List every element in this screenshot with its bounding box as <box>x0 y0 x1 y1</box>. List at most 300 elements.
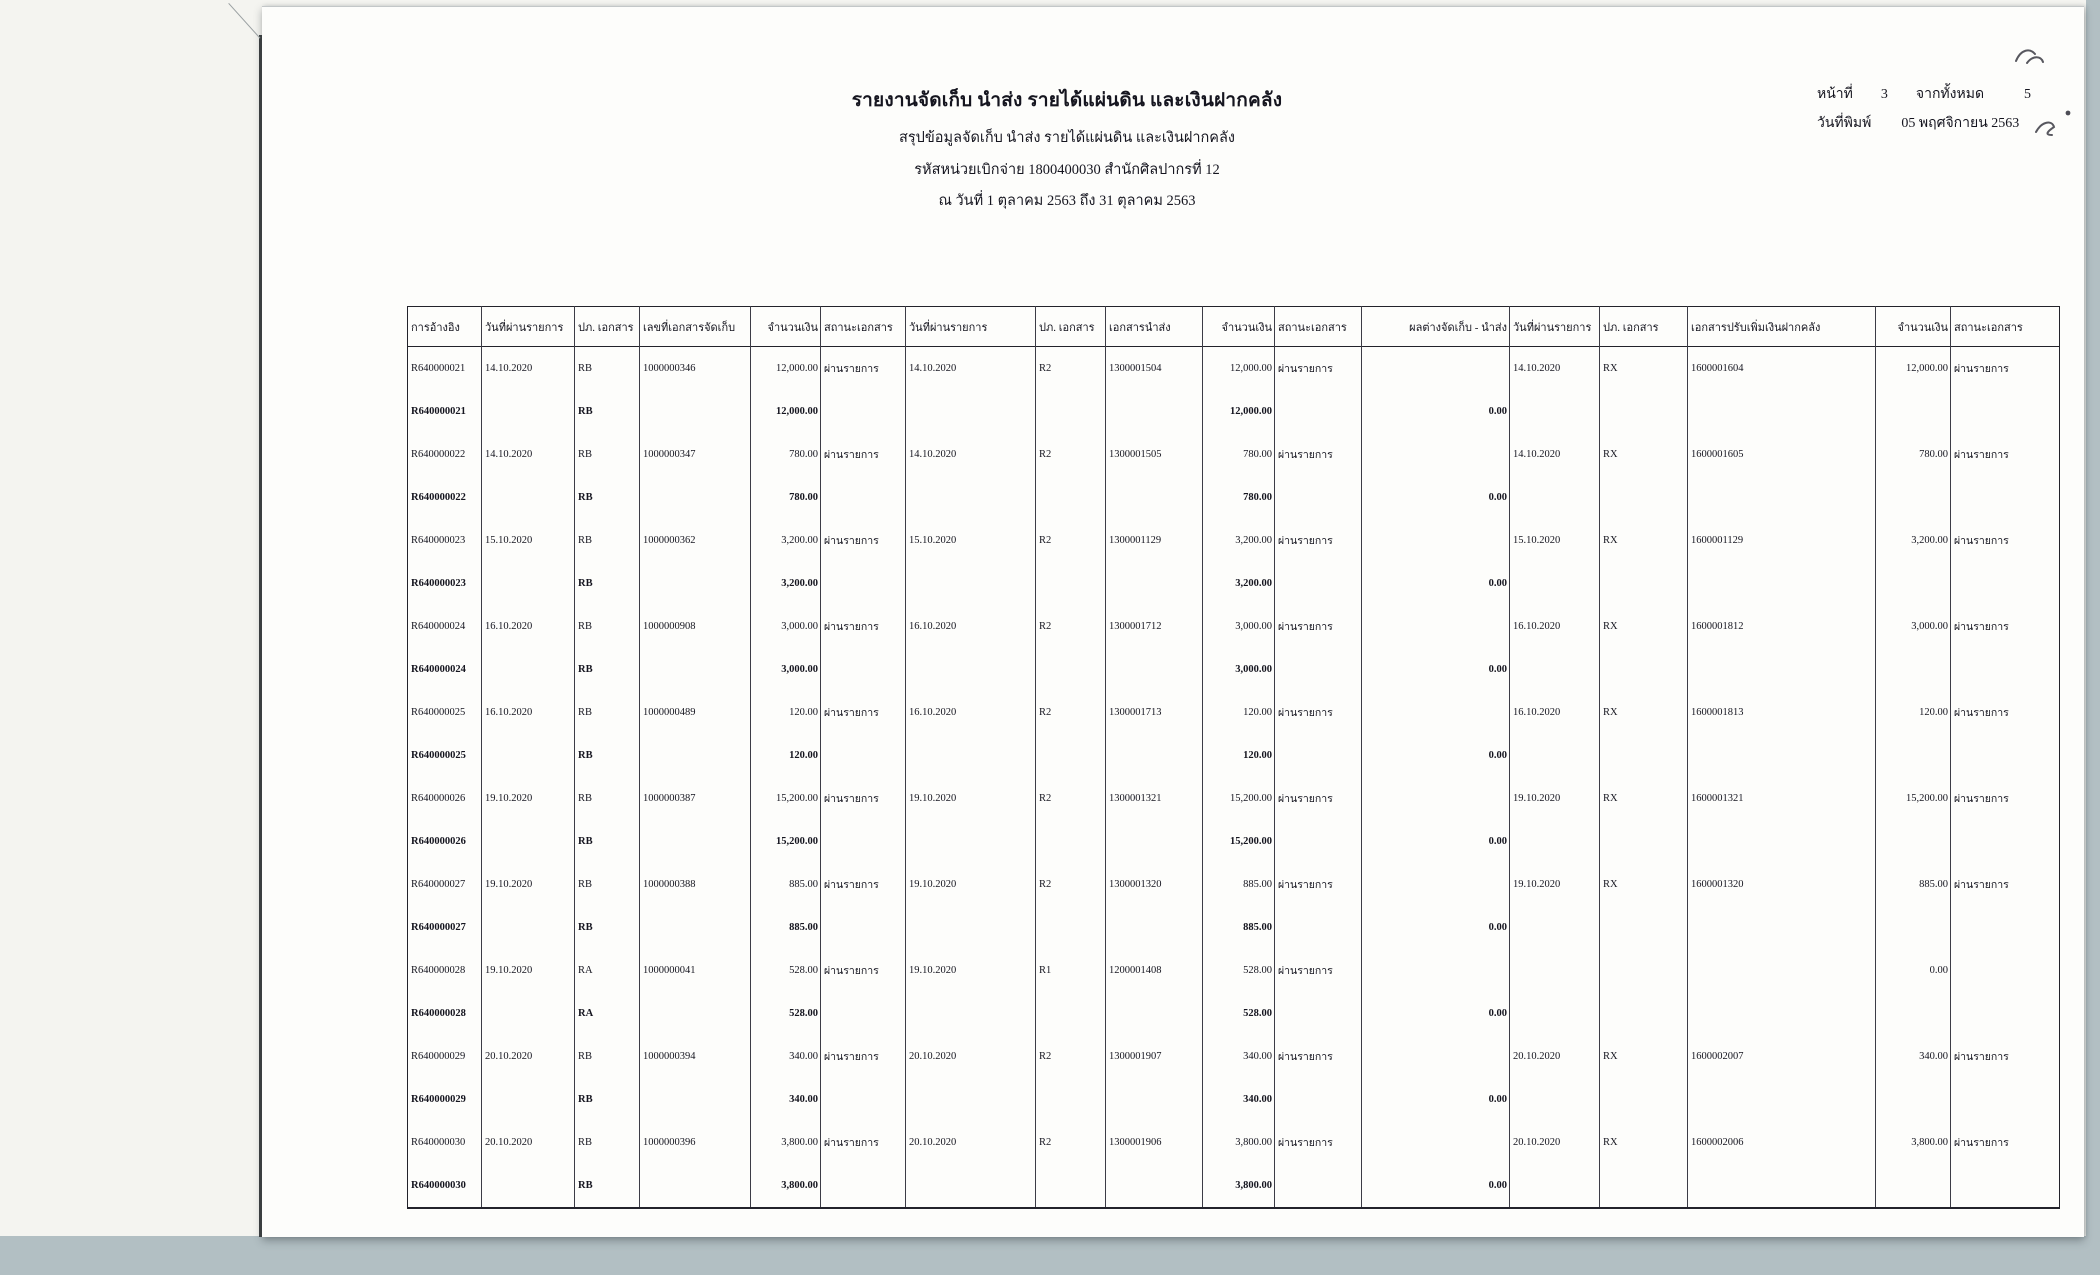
page-total-label: จากทั้งหมด <box>1915 87 1985 102</box>
table-cell: R640000024 <box>411 621 466 632</box>
table-cell <box>1951 906 2060 949</box>
table-cell: 885.00 <box>1876 863 1951 906</box>
table-cell: 885.00 <box>1203 906 1275 949</box>
table-cell <box>821 562 906 605</box>
summary-row <box>408 476 2060 519</box>
table-cell: ผ่านรายการ <box>1275 1035 1362 1078</box>
table-cell <box>821 906 906 949</box>
table-cell: RB <box>575 519 640 562</box>
table-cell: 14.10.2020 <box>906 433 1036 476</box>
table-cell: RB <box>575 820 640 863</box>
table-cell <box>1036 992 1106 1035</box>
table-cell: R2 <box>1036 691 1106 734</box>
table-cell: R2 <box>1036 519 1106 562</box>
table-cell: 340.00 <box>751 1078 821 1121</box>
table-cell: 20.10.2020 <box>482 1121 575 1164</box>
table-cell: R2 <box>1036 605 1106 648</box>
table-cell <box>1106 992 1203 1035</box>
table-cell: RA <box>575 949 640 992</box>
column-header-amount-1: จำนวนเงิน <box>751 307 821 347</box>
table-cell: 16.10.2020 <box>1510 691 1600 734</box>
table-cell: R640000027 <box>411 879 466 890</box>
table-cell <box>821 648 906 691</box>
table-cell: ผ่านรายการ <box>821 949 906 992</box>
report-table <box>407 306 2060 1209</box>
table-cell <box>482 648 575 691</box>
table-cell: ผ่านรายการ <box>1275 605 1362 648</box>
table-cell <box>1510 992 1600 1035</box>
table-cell: 1600001605 <box>1688 433 1876 476</box>
table-cell: 1300001907 <box>1106 1035 1203 1078</box>
table-cell: 16.10.2020 <box>482 605 575 648</box>
table-cell: 3,000.00 <box>1203 648 1275 691</box>
table-cell: RB <box>575 1164 640 1208</box>
table-cell: 1200001408 <box>1106 949 1203 992</box>
table-cell <box>1362 605 1510 648</box>
table-cell: 20.10.2020 <box>482 1035 575 1078</box>
table-cell: 0.00 <box>1362 820 1510 863</box>
table-cell: R640000022 <box>411 449 466 460</box>
table-cell <box>482 820 575 863</box>
table-cell: 3,000.00 <box>751 648 821 691</box>
table-cell: 3,200.00 <box>1203 562 1275 605</box>
table-cell: 0.00 <box>1362 562 1510 605</box>
summary-row <box>408 820 2060 863</box>
table-cell: 1300001505 <box>1106 433 1203 476</box>
table-cell <box>482 906 575 949</box>
table-cell <box>1600 1164 1688 1208</box>
table-cell: 0.00 <box>1362 476 1510 519</box>
table-cell: 528.00 <box>1203 949 1275 992</box>
table-cell <box>640 1078 751 1121</box>
table-cell: RX <box>1600 863 1688 906</box>
table-cell <box>482 992 575 1035</box>
table-cell: R2 <box>1036 433 1106 476</box>
table-cell <box>1275 476 1362 519</box>
table-cell <box>1951 648 2060 691</box>
table-cell: ผ่านรายการ <box>1275 777 1362 820</box>
column-header-posting-date-3: วันที่ผ่านรายการ <box>1510 307 1600 347</box>
table-cell <box>1036 734 1106 777</box>
table-cell: R640000024 <box>411 664 466 675</box>
table-cell: RB <box>575 476 640 519</box>
table-cell <box>1362 519 1510 562</box>
table-cell <box>1362 777 1510 820</box>
print-date-label: วันที่พิมพ์ <box>1817 116 1872 131</box>
table-cell <box>640 734 751 777</box>
table-cell: 12,000.00 <box>1203 390 1275 433</box>
column-header-doc-status-3: สถานะเอกสาร <box>1951 307 2060 347</box>
table-cell: R640000023 <box>411 578 466 589</box>
column-header-remittance-doc: เอกสารนำส่ง <box>1106 307 1203 347</box>
table-cell: 20.10.2020 <box>1510 1121 1600 1164</box>
table-cell: 780.00 <box>1876 433 1951 476</box>
table-cell: RB <box>575 433 640 476</box>
table-cell: ผ่านรายการ <box>1951 433 2060 476</box>
table-cell <box>1275 1164 1362 1208</box>
table-cell <box>1600 476 1688 519</box>
table-cell <box>1688 562 1876 605</box>
table-cell <box>1688 992 1876 1035</box>
table-cell <box>821 820 906 863</box>
table-cell <box>906 906 1036 949</box>
column-header-reference: การอ้างอิง <box>411 321 460 334</box>
table-cell: RX <box>1600 1121 1688 1164</box>
table-cell <box>1688 476 1876 519</box>
table-cell: ผ่านรายการ <box>1275 519 1362 562</box>
column-header-doc-type-1: ปภ. เอกสาร <box>575 307 640 347</box>
table-cell: R640000022 <box>411 492 466 503</box>
table-cell: 12,000.00 <box>751 390 821 433</box>
table-cell <box>1688 906 1876 949</box>
table-cell: ผ่านรายการ <box>1275 1121 1362 1164</box>
table-cell: ผ่านรายการ <box>1275 347 1362 391</box>
table-cell <box>1951 562 2060 605</box>
table-cell: 0.00 <box>1362 734 1510 777</box>
table-cell <box>1600 906 1688 949</box>
table-cell <box>1688 1164 1876 1208</box>
table-cell: ผ่านรายการ <box>821 691 906 734</box>
table-cell <box>1688 1078 1876 1121</box>
table-cell: ผ่านรายการ <box>1275 863 1362 906</box>
table-cell <box>906 562 1036 605</box>
table-cell: RX <box>1600 777 1688 820</box>
table-header-row <box>408 307 2060 347</box>
table-cell: 3,800.00 <box>1203 1164 1275 1208</box>
table-cell <box>640 1164 751 1208</box>
table-cell <box>1275 1078 1362 1121</box>
table-cell: 16.10.2020 <box>1510 605 1600 648</box>
column-header-posting-date-2: วันที่ผ่านรายการ <box>906 307 1036 347</box>
table-cell: RB <box>575 691 640 734</box>
table-cell: 120.00 <box>751 691 821 734</box>
table-cell <box>906 648 1036 691</box>
table-cell <box>640 820 751 863</box>
table-cell <box>1362 949 1510 992</box>
summary-row <box>408 734 2060 777</box>
table-cell: 1600001129 <box>1688 519 1876 562</box>
table-cell: 1000000347 <box>640 433 751 476</box>
table-cell <box>1106 734 1203 777</box>
table-cell: 340.00 <box>751 1035 821 1078</box>
table-cell: RB <box>575 777 640 820</box>
table-cell <box>1688 949 1876 992</box>
table-cell: ผ่านรายการ <box>1275 433 1362 476</box>
table-cell: 3,800.00 <box>1876 1121 1951 1164</box>
table-cell: 528.00 <box>751 992 821 1035</box>
table-cell: 120.00 <box>1203 734 1275 777</box>
pen-dot-icon <box>2066 111 2071 116</box>
table-cell: RB <box>575 347 640 391</box>
table-cell <box>1106 390 1203 433</box>
table-cell: 19.10.2020 <box>906 863 1036 906</box>
table-cell: 1000000387 <box>640 777 751 820</box>
table-cell: 0.00 <box>1362 906 1510 949</box>
table-cell: RB <box>575 648 640 691</box>
table-cell: ผ่านรายการ <box>821 1121 906 1164</box>
detail-row <box>408 1121 2060 1164</box>
table-cell: R2 <box>1036 777 1106 820</box>
column-header-doc-type-2: ปภ. เอกสาร <box>1036 307 1106 347</box>
table-cell: R640000021 <box>411 406 466 417</box>
table-cell: 1600001321 <box>1688 777 1876 820</box>
table-cell: 0.00 <box>1876 949 1951 992</box>
report-period-line: ณ วันที่ 1 ตุลาคม 2563 ถึง 31 ตุลาคม 2563 <box>938 193 1196 209</box>
summary-row <box>408 562 2060 605</box>
table-cell: ผ่านรายการ <box>1951 519 2060 562</box>
table-cell: 1300001129 <box>1106 519 1203 562</box>
table-cell <box>906 820 1036 863</box>
table-cell: R640000021 <box>411 363 466 374</box>
table-cell: R640000025 <box>411 750 466 761</box>
table-cell <box>1510 648 1600 691</box>
table-cell: 14.10.2020 <box>482 347 575 391</box>
detail-row <box>408 949 2060 992</box>
table-cell <box>906 734 1036 777</box>
table-cell: 0.00 <box>1362 648 1510 691</box>
table-cell: 1000000362 <box>640 519 751 562</box>
detail-row <box>408 605 2060 648</box>
table-cell <box>821 734 906 777</box>
summary-row <box>408 906 2060 949</box>
table-cell: 20.10.2020 <box>906 1121 1036 1164</box>
table-cell <box>1600 734 1688 777</box>
table-cell <box>1951 992 2060 1035</box>
table-cell: R640000026 <box>411 836 466 847</box>
table-cell: 1600002006 <box>1688 1121 1876 1164</box>
table-cell <box>1876 648 1951 691</box>
column-header-difference: ผลต่างจัดเก็บ - นำส่ง <box>1362 307 1510 347</box>
table-cell <box>1036 648 1106 691</box>
table-cell: 20.10.2020 <box>906 1035 1036 1078</box>
table-cell <box>1036 906 1106 949</box>
table-cell: 12,000.00 <box>751 347 821 391</box>
table-cell <box>1688 734 1876 777</box>
table-cell: R640000028 <box>411 965 466 976</box>
table-cell <box>1600 390 1688 433</box>
table-cell <box>640 992 751 1035</box>
table-cell <box>482 1078 575 1121</box>
table-cell: 1600001813 <box>1688 691 1876 734</box>
table-cell: RX <box>1600 1035 1688 1078</box>
table-cell: 1300001320 <box>1106 863 1203 906</box>
table-cell: R640000029 <box>411 1051 466 1062</box>
table-cell <box>640 476 751 519</box>
summary-row <box>408 1164 2060 1208</box>
table-cell: 1300001713 <box>1106 691 1203 734</box>
table-cell: 15.10.2020 <box>1510 519 1600 562</box>
report-title: รายงานจัดเก็บ นำส่ง รายได้แผ่นดิน และเงินฝากคลัง <box>851 90 1283 111</box>
table-cell: 15,200.00 <box>1876 777 1951 820</box>
table-cell: ผ่านรายการ <box>821 777 906 820</box>
table-cell: 885.00 <box>751 863 821 906</box>
table-cell: 15,200.00 <box>751 777 821 820</box>
column-header-collection-doc-no: เลขที่เอกสารจัดเก็บ <box>640 307 751 347</box>
table-cell <box>640 562 751 605</box>
table-cell: RX <box>1600 519 1688 562</box>
table-cell: 1000000908 <box>640 605 751 648</box>
table-cell: 885.00 <box>1203 863 1275 906</box>
table-cell <box>1275 390 1362 433</box>
table-cell: R640000029 <box>411 1094 466 1105</box>
table-cell: ผ่านรายการ <box>821 347 906 391</box>
table-cell: ผ่านรายการ <box>1951 605 2060 648</box>
table-cell: 3,200.00 <box>751 519 821 562</box>
table-cell: 19.10.2020 <box>1510 777 1600 820</box>
column-header-deposit-adjust-doc: เอกสารปรับเพิ่มเงินฝากคลัง <box>1688 307 1876 347</box>
table-cell: 15,200.00 <box>751 820 821 863</box>
table-cell: 20.10.2020 <box>1510 1035 1600 1078</box>
table-cell <box>1106 1078 1203 1121</box>
table-cell <box>1600 1078 1688 1121</box>
table-cell <box>1275 992 1362 1035</box>
table-cell <box>1600 820 1688 863</box>
table-cell: 1600002007 <box>1688 1035 1876 1078</box>
table-cell <box>821 1078 906 1121</box>
table-cell <box>1510 390 1600 433</box>
summary-row <box>408 648 2060 691</box>
table-cell: 1300001906 <box>1106 1121 1203 1164</box>
table-cell: 1300001712 <box>1106 605 1203 648</box>
table-cell <box>1876 476 1951 519</box>
table-cell <box>640 906 751 949</box>
table-cell: RX <box>1600 433 1688 476</box>
table-cell: 1000000346 <box>640 347 751 391</box>
table-cell: ผ่านรายการ <box>1275 949 1362 992</box>
table-cell <box>1510 949 1600 992</box>
table-cell: R1 <box>1036 949 1106 992</box>
table-cell: 340.00 <box>1203 1035 1275 1078</box>
table-cell <box>1951 1078 2060 1121</box>
table-cell <box>1362 691 1510 734</box>
table-cell: 0.00 <box>1362 390 1510 433</box>
table-cell: 19.10.2020 <box>482 777 575 820</box>
table-cell: RX <box>1600 691 1688 734</box>
table-cell <box>1951 1164 2060 1208</box>
table-cell <box>1362 863 1510 906</box>
table-cell: 16.10.2020 <box>906 605 1036 648</box>
table-cell <box>482 476 575 519</box>
table-cell: 12,000.00 <box>1876 347 1951 391</box>
table-cell: 1000000388 <box>640 863 751 906</box>
table-cell <box>1510 820 1600 863</box>
table-cell <box>1362 433 1510 476</box>
table-cell: ผ่านรายการ <box>1951 1121 2060 1164</box>
table-cell: RX <box>1600 347 1688 391</box>
table-cell: 1000000394 <box>640 1035 751 1078</box>
table-cell: 1300001321 <box>1106 777 1203 820</box>
table-cell: RB <box>575 734 640 777</box>
table-cell: 14.10.2020 <box>482 433 575 476</box>
table-cell: 15,200.00 <box>1203 820 1275 863</box>
table-cell <box>1600 949 1688 992</box>
table-cell <box>1362 1035 1510 1078</box>
table-cell: RB <box>575 390 640 433</box>
table-cell <box>1951 949 2060 992</box>
table-cell: 3,800.00 <box>751 1121 821 1164</box>
table-cell: 1600001320 <box>1688 863 1876 906</box>
table-cell <box>1275 562 1362 605</box>
table-cell <box>1275 906 1362 949</box>
table-cell: R640000030 <box>411 1137 466 1148</box>
table-cell: 12,000.00 <box>1203 347 1275 391</box>
summary-row <box>408 390 2060 433</box>
table-cell <box>1275 734 1362 777</box>
table-cell <box>482 390 575 433</box>
table-cell: 780.00 <box>751 476 821 519</box>
table-cell: 3,000.00 <box>751 605 821 648</box>
table-cell <box>482 1164 575 1208</box>
table-cell: 14.10.2020 <box>1510 433 1600 476</box>
column-header-doc-status-2: สถานะเอกสาร <box>1275 307 1362 347</box>
table-cell: R2 <box>1036 1121 1106 1164</box>
table-cell: 1000000396 <box>640 1121 751 1164</box>
table-cell <box>1036 1078 1106 1121</box>
table-cell: RB <box>575 562 640 605</box>
table-cell: 14.10.2020 <box>1510 347 1600 391</box>
table-cell: 16.10.2020 <box>482 691 575 734</box>
table-cell <box>1876 1078 1951 1121</box>
table-cell <box>1036 1164 1106 1208</box>
table-cell: 1600001604 <box>1688 347 1876 391</box>
summary-row <box>408 992 2060 1035</box>
table-cell: R2 <box>1036 1035 1106 1078</box>
table-cell <box>1510 476 1600 519</box>
table-cell: 1000000041 <box>640 949 751 992</box>
table-cell: 528.00 <box>751 949 821 992</box>
table-cell: 19.10.2020 <box>482 949 575 992</box>
detail-row <box>408 777 2060 820</box>
table-cell: ผ่านรายการ <box>1951 863 2060 906</box>
table-cell: 19.10.2020 <box>906 777 1036 820</box>
table-cell: ผ่านรายการ <box>1275 691 1362 734</box>
table-cell <box>1275 820 1362 863</box>
report-subtitle: สรุปข้อมูลจัดเก็บ นำส่ง รายได้แผ่นดิน และเงินฝากคลัง <box>899 130 1235 146</box>
table-cell <box>1036 562 1106 605</box>
table-cell: RX <box>1600 605 1688 648</box>
table-cell <box>1951 476 2060 519</box>
table-cell: RB <box>575 1121 640 1164</box>
table-cell: RB <box>575 1078 640 1121</box>
table-cell <box>1876 562 1951 605</box>
table-cell: 120.00 <box>1876 691 1951 734</box>
page-label: หน้าที่ <box>1817 87 1853 102</box>
table-cell: R640000030 <box>411 1180 466 1191</box>
table-cell: R640000025 <box>411 707 466 718</box>
table-cell: R2 <box>1036 863 1106 906</box>
table-cell <box>1600 648 1688 691</box>
summary-row <box>408 1078 2060 1121</box>
table-cell: R640000027 <box>411 922 466 933</box>
table-cell: 3,200.00 <box>1876 519 1951 562</box>
column-header-posting-date-1: วันที่ผ่านรายการ <box>482 307 575 347</box>
table-cell <box>1036 476 1106 519</box>
table-cell <box>1510 562 1600 605</box>
table-cell: 780.00 <box>1203 476 1275 519</box>
table-cell: ผ่านรายการ <box>821 605 906 648</box>
column-header-amount-2: จำนวนเงิน <box>1203 307 1275 347</box>
table-cell <box>906 476 1036 519</box>
table-cell: R640000026 <box>411 793 466 804</box>
detail-row <box>408 433 2060 476</box>
table-cell <box>1510 1078 1600 1121</box>
column-header-amount-3: จำนวนเงิน <box>1876 307 1951 347</box>
page-number: 3 <box>1880 87 1888 102</box>
table-cell: RB <box>575 1035 640 1078</box>
table-cell: 19.10.2020 <box>482 863 575 906</box>
table-cell: 3,200.00 <box>1203 519 1275 562</box>
table-cell <box>1951 734 2060 777</box>
